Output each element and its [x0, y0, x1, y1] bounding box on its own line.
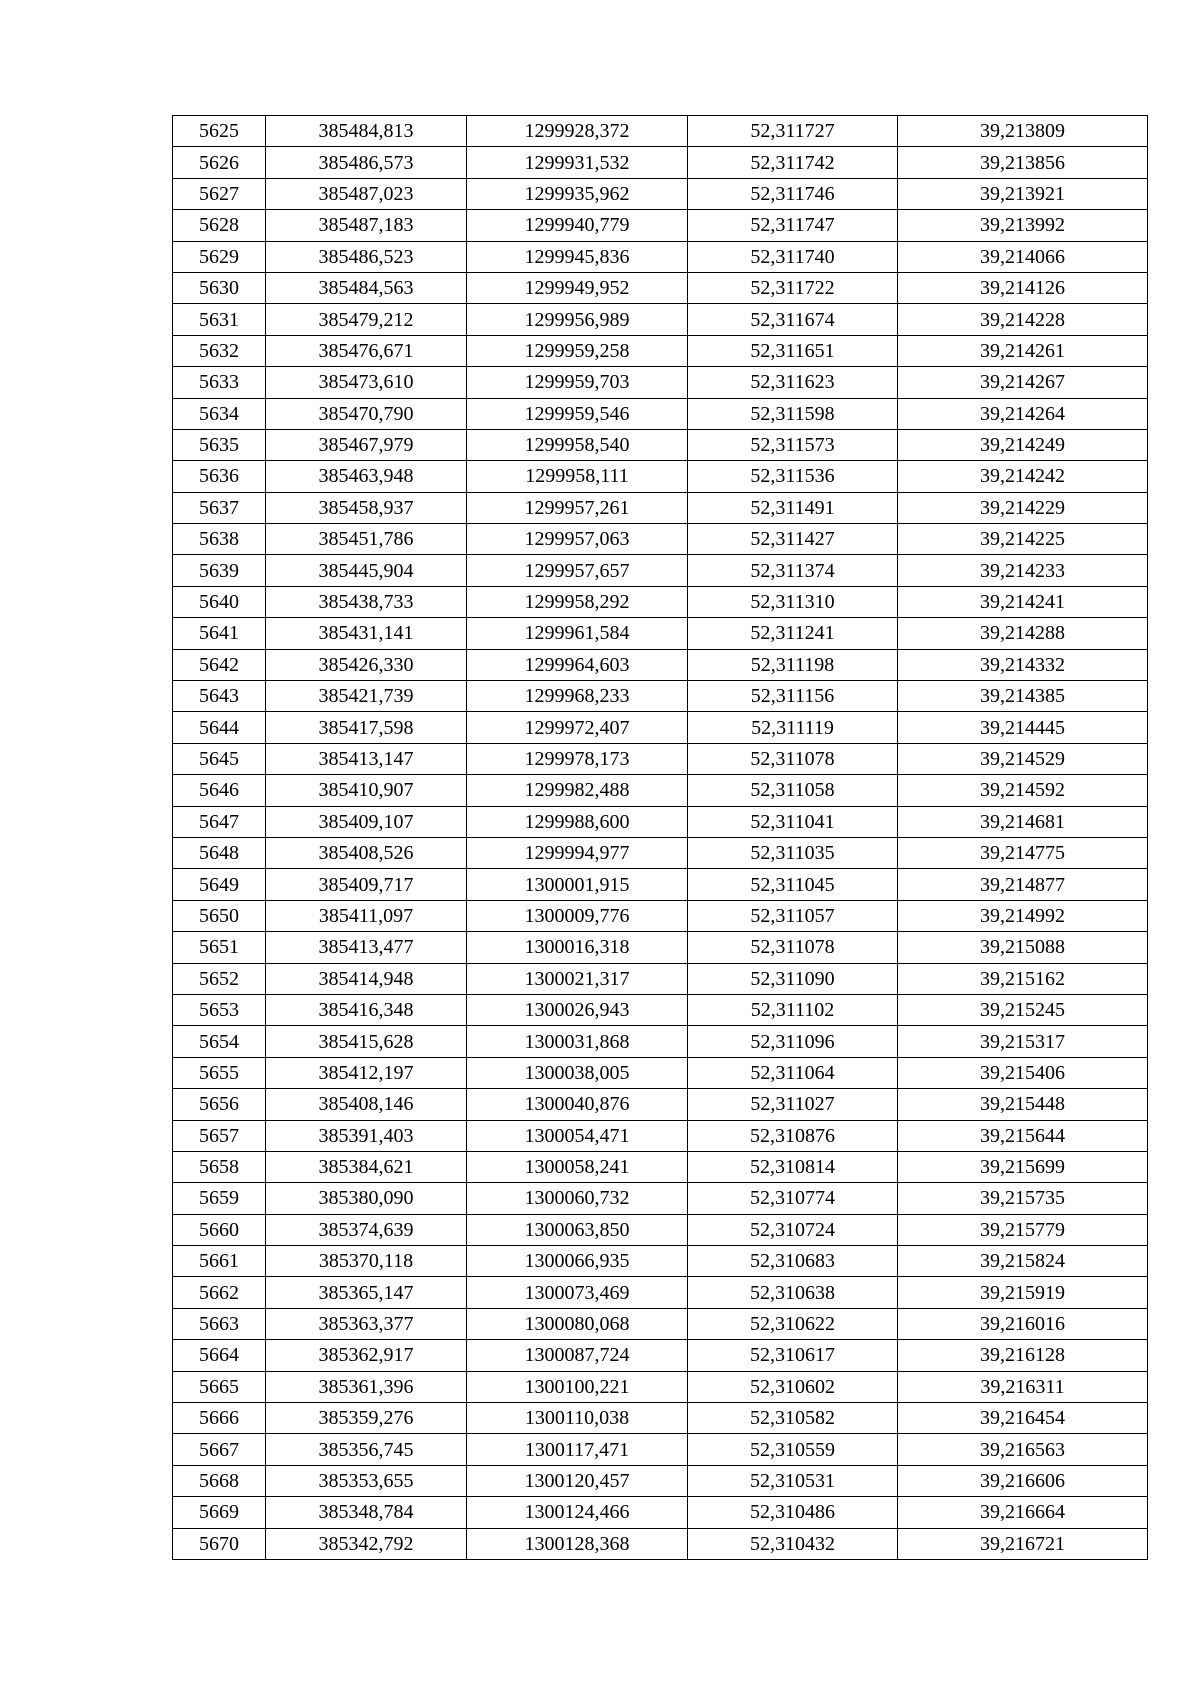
- x-coordinate-cell: 385384,621: [266, 1151, 467, 1182]
- point-number-cell: 5649: [173, 869, 266, 900]
- longitude-cell: 39,214228: [898, 304, 1148, 335]
- longitude-cell: 39,214066: [898, 241, 1148, 272]
- point-number-cell: 5656: [173, 1089, 266, 1120]
- y-coordinate-cell: 1300128,368: [467, 1528, 688, 1559]
- longitude-cell: 39,215162: [898, 963, 1148, 994]
- point-number-cell: 5655: [173, 1057, 266, 1088]
- y-coordinate-cell: 1299957,261: [467, 492, 688, 523]
- latitude-cell: 52,311310: [688, 586, 898, 617]
- longitude-cell: 39,215824: [898, 1246, 1148, 1277]
- y-coordinate-cell: 1300054,471: [467, 1120, 688, 1151]
- table-row: [173, 712, 1148, 743]
- y-coordinate-cell: 1299945,836: [467, 241, 688, 272]
- table-row: [173, 775, 1148, 806]
- latitude-cell: 52,311045: [688, 869, 898, 900]
- longitude-cell: 39,214241: [898, 586, 1148, 617]
- longitude-cell: 39,215448: [898, 1089, 1148, 1120]
- latitude-cell: 52,311078: [688, 743, 898, 774]
- point-number-cell: 5662: [173, 1277, 266, 1308]
- x-coordinate-cell: 385370,118: [266, 1246, 467, 1277]
- latitude-cell: 52,311102: [688, 994, 898, 1025]
- x-coordinate-cell: 385479,212: [266, 304, 467, 335]
- longitude-cell: 39,213856: [898, 147, 1148, 178]
- latitude-cell: 52,311064: [688, 1057, 898, 1088]
- latitude-cell: 52,311035: [688, 837, 898, 868]
- x-coordinate-cell: 385391,403: [266, 1120, 467, 1151]
- longitude-cell: 39,214225: [898, 524, 1148, 555]
- y-coordinate-cell: 1299972,407: [467, 712, 688, 743]
- latitude-cell: 52,310814: [688, 1151, 898, 1182]
- table-row: [173, 178, 1148, 209]
- table-row: [173, 1497, 1148, 1528]
- longitude-cell: 39,214992: [898, 900, 1148, 931]
- coordinate-table: [172, 115, 1148, 1560]
- longitude-cell: 39,214445: [898, 712, 1148, 743]
- latitude-cell: 52,311156: [688, 681, 898, 712]
- longitude-cell: 39,215919: [898, 1277, 1148, 1308]
- table-row: [173, 994, 1148, 1025]
- table-row: [173, 1528, 1148, 1559]
- longitude-cell: 39,213992: [898, 210, 1148, 241]
- point-number-cell: 5660: [173, 1214, 266, 1245]
- x-coordinate-cell: 385374,639: [266, 1214, 467, 1245]
- latitude-cell: 52,311727: [688, 116, 898, 147]
- table-row: [173, 900, 1148, 931]
- point-number-cell: 5670: [173, 1528, 266, 1559]
- longitude-cell: 39,215245: [898, 994, 1148, 1025]
- point-number-cell: 5638: [173, 524, 266, 555]
- x-coordinate-cell: 385484,563: [266, 272, 467, 303]
- latitude-cell: 52,310774: [688, 1183, 898, 1214]
- table-row: [173, 1308, 1148, 1339]
- x-coordinate-cell: 385438,733: [266, 586, 467, 617]
- point-number-cell: 5664: [173, 1340, 266, 1371]
- latitude-cell: 52,311651: [688, 335, 898, 366]
- longitude-cell: 39,214681: [898, 806, 1148, 837]
- latitude-cell: 52,310876: [688, 1120, 898, 1151]
- point-number-cell: 5668: [173, 1465, 266, 1496]
- coordinate-table-body: [173, 116, 1148, 1560]
- longitude-cell: 39,216563: [898, 1434, 1148, 1465]
- latitude-cell: 52,310486: [688, 1497, 898, 1528]
- x-coordinate-cell: 385445,904: [266, 555, 467, 586]
- y-coordinate-cell: 1299931,532: [467, 147, 688, 178]
- y-coordinate-cell: 1300009,776: [467, 900, 688, 931]
- latitude-cell: 52,311374: [688, 555, 898, 586]
- latitude-cell: 52,311747: [688, 210, 898, 241]
- longitude-cell: 39,216606: [898, 1465, 1148, 1496]
- y-coordinate-cell: 1300026,943: [467, 994, 688, 1025]
- longitude-cell: 39,215699: [898, 1151, 1148, 1182]
- latitude-cell: 52,310622: [688, 1308, 898, 1339]
- x-coordinate-cell: 385463,948: [266, 461, 467, 492]
- table-row: [173, 304, 1148, 335]
- y-coordinate-cell: 1300060,732: [467, 1183, 688, 1214]
- y-coordinate-cell: 1299994,977: [467, 837, 688, 868]
- point-number-cell: 5652: [173, 963, 266, 994]
- longitude-cell: 39,214264: [898, 398, 1148, 429]
- table-row: [173, 241, 1148, 272]
- table-row: [173, 1277, 1148, 1308]
- latitude-cell: 52,311598: [688, 398, 898, 429]
- longitude-cell: 39,216128: [898, 1340, 1148, 1371]
- y-coordinate-cell: 1299928,372: [467, 116, 688, 147]
- x-coordinate-cell: 385353,655: [266, 1465, 467, 1496]
- x-coordinate-cell: 385411,097: [266, 900, 467, 931]
- latitude-cell: 52,311041: [688, 806, 898, 837]
- point-number-cell: 5654: [173, 1026, 266, 1057]
- table-row: [173, 116, 1148, 147]
- table-row: [173, 210, 1148, 241]
- y-coordinate-cell: 1299956,989: [467, 304, 688, 335]
- x-coordinate-cell: 385348,784: [266, 1497, 467, 1528]
- longitude-cell: 39,214126: [898, 272, 1148, 303]
- table-row: [173, 837, 1148, 868]
- point-number-cell: 5643: [173, 681, 266, 712]
- table-row: [173, 492, 1148, 523]
- x-coordinate-cell: 385410,907: [266, 775, 467, 806]
- table-row: [173, 1403, 1148, 1434]
- x-coordinate-cell: 385359,276: [266, 1403, 467, 1434]
- longitude-cell: 39,214229: [898, 492, 1148, 523]
- y-coordinate-cell: 1300087,724: [467, 1340, 688, 1371]
- longitude-cell: 39,214233: [898, 555, 1148, 586]
- table-row: [173, 1465, 1148, 1496]
- longitude-cell: 39,214288: [898, 618, 1148, 649]
- longitude-cell: 39,215735: [898, 1183, 1148, 1214]
- x-coordinate-cell: 385409,717: [266, 869, 467, 900]
- y-coordinate-cell: 1300021,317: [467, 963, 688, 994]
- latitude-cell: 52,311491: [688, 492, 898, 523]
- x-coordinate-cell: 385458,937: [266, 492, 467, 523]
- point-number-cell: 5669: [173, 1497, 266, 1528]
- latitude-cell: 52,311742: [688, 147, 898, 178]
- y-coordinate-cell: 1299964,603: [467, 649, 688, 680]
- point-number-cell: 5644: [173, 712, 266, 743]
- y-coordinate-cell: 1300066,935: [467, 1246, 688, 1277]
- point-number-cell: 5627: [173, 178, 266, 209]
- x-coordinate-cell: 385476,671: [266, 335, 467, 366]
- table-row: [173, 398, 1148, 429]
- y-coordinate-cell: 1300058,241: [467, 1151, 688, 1182]
- y-coordinate-cell: 1299958,540: [467, 429, 688, 460]
- point-number-cell: 5661: [173, 1246, 266, 1277]
- longitude-cell: 39,214775: [898, 837, 1148, 868]
- y-coordinate-cell: 1300016,318: [467, 932, 688, 963]
- y-coordinate-cell: 1299959,546: [467, 398, 688, 429]
- x-coordinate-cell: 385426,330: [266, 649, 467, 680]
- table-row: [173, 1371, 1148, 1402]
- y-coordinate-cell: 1300040,876: [467, 1089, 688, 1120]
- table-row: [173, 586, 1148, 617]
- latitude-cell: 52,311427: [688, 524, 898, 555]
- latitude-cell: 52,310617: [688, 1340, 898, 1371]
- point-number-cell: 5645: [173, 743, 266, 774]
- latitude-cell: 52,310432: [688, 1528, 898, 1559]
- longitude-cell: 39,214261: [898, 335, 1148, 366]
- longitude-cell: 39,215644: [898, 1120, 1148, 1151]
- x-coordinate-cell: 385431,141: [266, 618, 467, 649]
- table-row: [173, 147, 1148, 178]
- point-number-cell: 5628: [173, 210, 266, 241]
- x-coordinate-cell: 385380,090: [266, 1183, 467, 1214]
- longitude-cell: 39,214877: [898, 869, 1148, 900]
- table-row: [173, 1214, 1148, 1245]
- latitude-cell: 52,310531: [688, 1465, 898, 1496]
- table-row: [173, 555, 1148, 586]
- y-coordinate-cell: 1300031,868: [467, 1026, 688, 1057]
- point-number-cell: 5629: [173, 241, 266, 272]
- latitude-cell: 52,311746: [688, 178, 898, 209]
- table-row: [173, 1089, 1148, 1120]
- table-row: [173, 681, 1148, 712]
- point-number-cell: 5636: [173, 461, 266, 492]
- latitude-cell: 52,311027: [688, 1089, 898, 1120]
- point-number-cell: 5665: [173, 1371, 266, 1402]
- x-coordinate-cell: 385413,477: [266, 932, 467, 963]
- table-row: [173, 618, 1148, 649]
- y-coordinate-cell: 1300117,471: [467, 1434, 688, 1465]
- latitude-cell: 52,311674: [688, 304, 898, 335]
- point-number-cell: 5666: [173, 1403, 266, 1434]
- table-row: [173, 367, 1148, 398]
- point-number-cell: 5635: [173, 429, 266, 460]
- y-coordinate-cell: 1299940,779: [467, 210, 688, 241]
- point-number-cell: 5650: [173, 900, 266, 931]
- y-coordinate-cell: 1299968,233: [467, 681, 688, 712]
- point-number-cell: 5663: [173, 1308, 266, 1339]
- y-coordinate-cell: 1299957,063: [467, 524, 688, 555]
- y-coordinate-cell: 1299988,600: [467, 806, 688, 837]
- longitude-cell: 39,214332: [898, 649, 1148, 680]
- y-coordinate-cell: 1300080,068: [467, 1308, 688, 1339]
- point-number-cell: 5657: [173, 1120, 266, 1151]
- x-coordinate-cell: 385487,183: [266, 210, 467, 241]
- latitude-cell: 52,311119: [688, 712, 898, 743]
- x-coordinate-cell: 385408,526: [266, 837, 467, 868]
- longitude-cell: 39,214249: [898, 429, 1148, 460]
- table-row: [173, 1057, 1148, 1088]
- y-coordinate-cell: 1300124,466: [467, 1497, 688, 1528]
- x-coordinate-cell: 385487,023: [266, 178, 467, 209]
- table-row: [173, 1340, 1148, 1371]
- point-number-cell: 5640: [173, 586, 266, 617]
- x-coordinate-cell: 385467,979: [266, 429, 467, 460]
- y-coordinate-cell: 1300063,850: [467, 1214, 688, 1245]
- point-number-cell: 5625: [173, 116, 266, 147]
- longitude-cell: 39,215317: [898, 1026, 1148, 1057]
- point-number-cell: 5647: [173, 806, 266, 837]
- longitude-cell: 39,214242: [898, 461, 1148, 492]
- table-row: [173, 272, 1148, 303]
- point-number-cell: 5637: [173, 492, 266, 523]
- latitude-cell: 52,311573: [688, 429, 898, 460]
- longitude-cell: 39,215088: [898, 932, 1148, 963]
- point-number-cell: 5631: [173, 304, 266, 335]
- x-coordinate-cell: 385361,396: [266, 1371, 467, 1402]
- y-coordinate-cell: 1299957,657: [467, 555, 688, 586]
- y-coordinate-cell: 1300120,457: [467, 1465, 688, 1496]
- latitude-cell: 52,310683: [688, 1246, 898, 1277]
- table-row: [173, 1434, 1148, 1465]
- x-coordinate-cell: 385486,573: [266, 147, 467, 178]
- x-coordinate-cell: 385356,745: [266, 1434, 467, 1465]
- x-coordinate-cell: 385416,348: [266, 994, 467, 1025]
- x-coordinate-cell: 385484,813: [266, 116, 467, 147]
- table-row: [173, 806, 1148, 837]
- point-number-cell: 5630: [173, 272, 266, 303]
- x-coordinate-cell: 385413,147: [266, 743, 467, 774]
- y-coordinate-cell: 1299982,488: [467, 775, 688, 806]
- point-number-cell: 5659: [173, 1183, 266, 1214]
- y-coordinate-cell: 1299978,173: [467, 743, 688, 774]
- point-number-cell: 5634: [173, 398, 266, 429]
- latitude-cell: 52,311722: [688, 272, 898, 303]
- x-coordinate-cell: 385365,147: [266, 1277, 467, 1308]
- y-coordinate-cell: 1300001,915: [467, 869, 688, 900]
- point-number-cell: 5642: [173, 649, 266, 680]
- latitude-cell: 52,311058: [688, 775, 898, 806]
- x-coordinate-cell: 385486,523: [266, 241, 467, 272]
- latitude-cell: 52,311623: [688, 367, 898, 398]
- x-coordinate-cell: 385409,107: [266, 806, 467, 837]
- longitude-cell: 39,216454: [898, 1403, 1148, 1434]
- longitude-cell: 39,214385: [898, 681, 1148, 712]
- latitude-cell: 52,310638: [688, 1277, 898, 1308]
- table-row: [173, 1183, 1148, 1214]
- table-row: [173, 1246, 1148, 1277]
- point-number-cell: 5651: [173, 932, 266, 963]
- y-coordinate-cell: 1299958,111: [467, 461, 688, 492]
- table-row: [173, 649, 1148, 680]
- point-number-cell: 5626: [173, 147, 266, 178]
- longitude-cell: 39,215779: [898, 1214, 1148, 1245]
- longitude-cell: 39,214529: [898, 743, 1148, 774]
- table-row: [173, 335, 1148, 366]
- latitude-cell: 52,311241: [688, 618, 898, 649]
- x-coordinate-cell: 385451,786: [266, 524, 467, 555]
- table-row: [173, 963, 1148, 994]
- latitude-cell: 52,311078: [688, 932, 898, 963]
- longitude-cell: 39,213921: [898, 178, 1148, 209]
- x-coordinate-cell: 385470,790: [266, 398, 467, 429]
- x-coordinate-cell: 385363,377: [266, 1308, 467, 1339]
- x-coordinate-cell: 385421,739: [266, 681, 467, 712]
- table-row: [173, 743, 1148, 774]
- x-coordinate-cell: 385342,792: [266, 1528, 467, 1559]
- y-coordinate-cell: 1299958,292: [467, 586, 688, 617]
- y-coordinate-cell: 1299959,703: [467, 367, 688, 398]
- table-row: [173, 1026, 1148, 1057]
- point-number-cell: 5648: [173, 837, 266, 868]
- longitude-cell: 39,213809: [898, 116, 1148, 147]
- latitude-cell: 52,310602: [688, 1371, 898, 1402]
- point-number-cell: 5633: [173, 367, 266, 398]
- y-coordinate-cell: 1299959,258: [467, 335, 688, 366]
- table-row: [173, 1120, 1148, 1151]
- longitude-cell: 39,214592: [898, 775, 1148, 806]
- y-coordinate-cell: 1300110,038: [467, 1403, 688, 1434]
- x-coordinate-cell: 385417,598: [266, 712, 467, 743]
- point-number-cell: 5632: [173, 335, 266, 366]
- latitude-cell: 52,311198: [688, 649, 898, 680]
- y-coordinate-cell: 1300073,469: [467, 1277, 688, 1308]
- table-row: [173, 461, 1148, 492]
- longitude-cell: 39,216664: [898, 1497, 1148, 1528]
- longitude-cell: 39,214267: [898, 367, 1148, 398]
- table-row: [173, 429, 1148, 460]
- latitude-cell: 52,311090: [688, 963, 898, 994]
- point-number-cell: 5646: [173, 775, 266, 806]
- latitude-cell: 52,311096: [688, 1026, 898, 1057]
- longitude-cell: 39,216721: [898, 1528, 1148, 1559]
- x-coordinate-cell: 385414,948: [266, 963, 467, 994]
- table-row: [173, 524, 1148, 555]
- point-number-cell: 5641: [173, 618, 266, 649]
- latitude-cell: 52,310559: [688, 1434, 898, 1465]
- latitude-cell: 52,311740: [688, 241, 898, 272]
- y-coordinate-cell: 1300038,005: [467, 1057, 688, 1088]
- x-coordinate-cell: 385415,628: [266, 1026, 467, 1057]
- x-coordinate-cell: 385408,146: [266, 1089, 467, 1120]
- y-coordinate-cell: 1299935,962: [467, 178, 688, 209]
- point-number-cell: 5653: [173, 994, 266, 1025]
- x-coordinate-cell: 385362,917: [266, 1340, 467, 1371]
- latitude-cell: 52,310724: [688, 1214, 898, 1245]
- table-row: [173, 932, 1148, 963]
- x-coordinate-cell: 385412,197: [266, 1057, 467, 1088]
- longitude-cell: 39,216311: [898, 1371, 1148, 1402]
- y-coordinate-cell: 1300100,221: [467, 1371, 688, 1402]
- y-coordinate-cell: 1299961,584: [467, 618, 688, 649]
- longitude-cell: 39,216016: [898, 1308, 1148, 1339]
- point-number-cell: 5658: [173, 1151, 266, 1182]
- latitude-cell: 52,310582: [688, 1403, 898, 1434]
- table-row: [173, 1151, 1148, 1182]
- y-coordinate-cell: 1299949,952: [467, 272, 688, 303]
- point-number-cell: 5639: [173, 555, 266, 586]
- latitude-cell: 52,311057: [688, 900, 898, 931]
- point-number-cell: 5667: [173, 1434, 266, 1465]
- x-coordinate-cell: 385473,610: [266, 367, 467, 398]
- longitude-cell: 39,215406: [898, 1057, 1148, 1088]
- latitude-cell: 52,311536: [688, 461, 898, 492]
- table-row: [173, 869, 1148, 900]
